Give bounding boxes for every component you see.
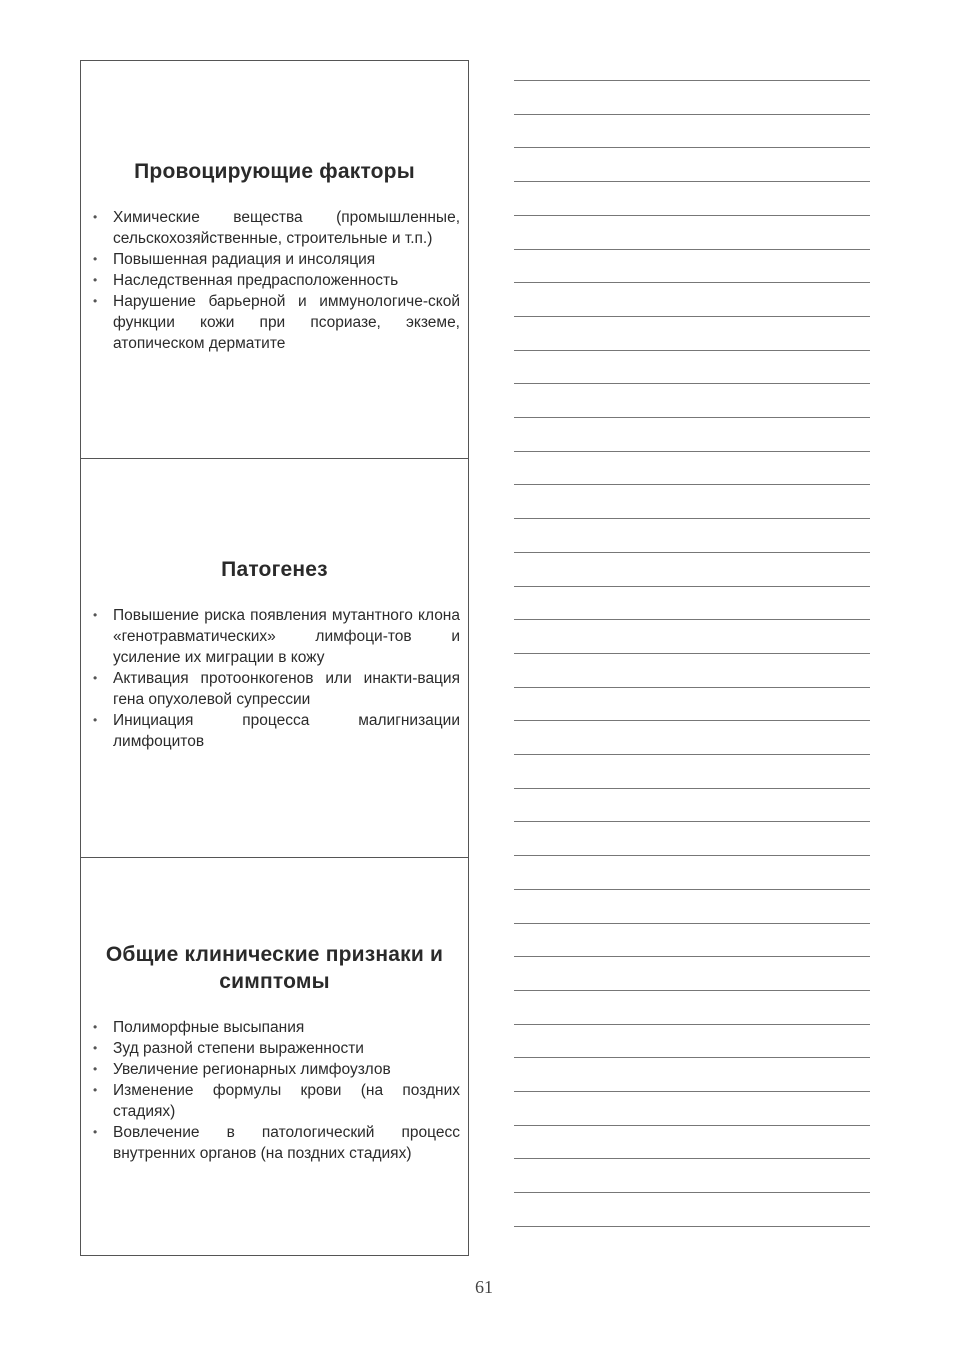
note-line [514, 586, 870, 587]
bullet-icon: • [93, 607, 98, 622]
content-panels [80, 60, 469, 1256]
bullet-icon: • [93, 712, 98, 727]
note-line [514, 720, 870, 721]
note-line [514, 923, 870, 924]
page-number: 61 [475, 1277, 493, 1297]
list-item-text: Полиморфные высыпания [113, 1018, 305, 1036]
list-item-text: Повышенная радиация и инсоляция [113, 250, 376, 268]
note-line [514, 1192, 870, 1193]
list-item [89, 291, 460, 354]
note-line [514, 1158, 870, 1159]
note-line [514, 316, 870, 317]
list-item [89, 1017, 460, 1038]
note-line [514, 350, 870, 351]
note-line [514, 518, 870, 519]
section-title: Общие клинические признаки и симптомы [105, 942, 444, 993]
list-item [89, 249, 460, 270]
list-item-text: Химические вещества (промышленные, сельскохозяйственные, строительные и т.п.) [113, 208, 460, 247]
bullet-list [89, 207, 460, 354]
list-item-text: Наследственная предрасположенность [113, 271, 399, 289]
list-item-text: Увеличение регионарных лимфоузлов [113, 1060, 391, 1078]
note-line [514, 451, 870, 452]
note-line [514, 383, 870, 384]
list-item [89, 1122, 460, 1164]
list-item-text: Активация протоонкогенов или инакти-вация гена опухолевой супрессии [113, 669, 460, 708]
note-line [514, 249, 870, 250]
list-item [89, 1038, 460, 1059]
section-provoking-factors [81, 61, 468, 459]
list-item [89, 668, 460, 710]
note-line [514, 1125, 870, 1126]
bullet-list [89, 605, 460, 752]
bullet-icon: • [93, 670, 98, 685]
note-line [514, 619, 870, 620]
note-line [514, 956, 870, 957]
note-line [514, 552, 870, 553]
note-line [514, 653, 870, 654]
note-line [514, 1226, 870, 1227]
bullet-icon: • [93, 1124, 98, 1139]
list-item [89, 1080, 460, 1122]
bullet-icon: • [93, 1061, 98, 1076]
list-item [89, 1059, 460, 1080]
bullet-list [89, 1017, 460, 1164]
list-item-text: Изменение формулы крови (на поздних стадиях) [113, 1081, 460, 1120]
note-line [514, 754, 870, 755]
note-line [514, 1057, 870, 1058]
note-line [514, 855, 870, 856]
bullet-icon: • [93, 1019, 98, 1034]
note-line [514, 788, 870, 789]
note-line [514, 80, 870, 81]
bullet-icon: • [93, 293, 98, 308]
bullet-icon: • [93, 251, 98, 266]
bullet-icon: • [93, 272, 98, 287]
note-line [514, 889, 870, 890]
note-line [514, 114, 870, 115]
bullet-icon: • [93, 1082, 98, 1097]
section-title: Патогенез [221, 557, 328, 581]
section-clinical-signs [81, 858, 468, 1255]
note-line [514, 821, 870, 822]
section-pathogenesis [81, 459, 468, 857]
note-line [514, 181, 870, 182]
list-item [89, 710, 460, 752]
section-title: Провоцирующие факторы [134, 159, 415, 183]
note-line [514, 282, 870, 283]
list-item [89, 270, 460, 291]
note-line [514, 1091, 870, 1092]
notes-lines-area [514, 80, 870, 1248]
list-item [89, 207, 460, 249]
list-item-text: Вовлечение в патологический процесс внутренних органов (на поздних стадиях) [113, 1123, 460, 1162]
list-item-text: Нарушение барьерной и иммунологиче-ской функции кожи при псориазе, экземе, атопическом дерматите [113, 292, 460, 352]
note-line [514, 147, 870, 148]
note-line [514, 417, 870, 418]
list-item-text: Повышение риска появления мутантного клона «генотравматических» лимфоци-тов и усиление их миграции в кожу [113, 606, 460, 666]
list-item-text: Зуд разной степени выраженности [113, 1039, 364, 1057]
note-line [514, 1024, 870, 1025]
list-item [89, 605, 460, 668]
note-line [514, 990, 870, 991]
bullet-icon: • [93, 1040, 98, 1055]
note-line [514, 687, 870, 688]
list-item-text: Инициация процесса малигнизации лимфоцитов [113, 711, 460, 750]
note-line [514, 484, 870, 485]
bullet-icon: • [93, 209, 98, 224]
note-line [514, 215, 870, 216]
